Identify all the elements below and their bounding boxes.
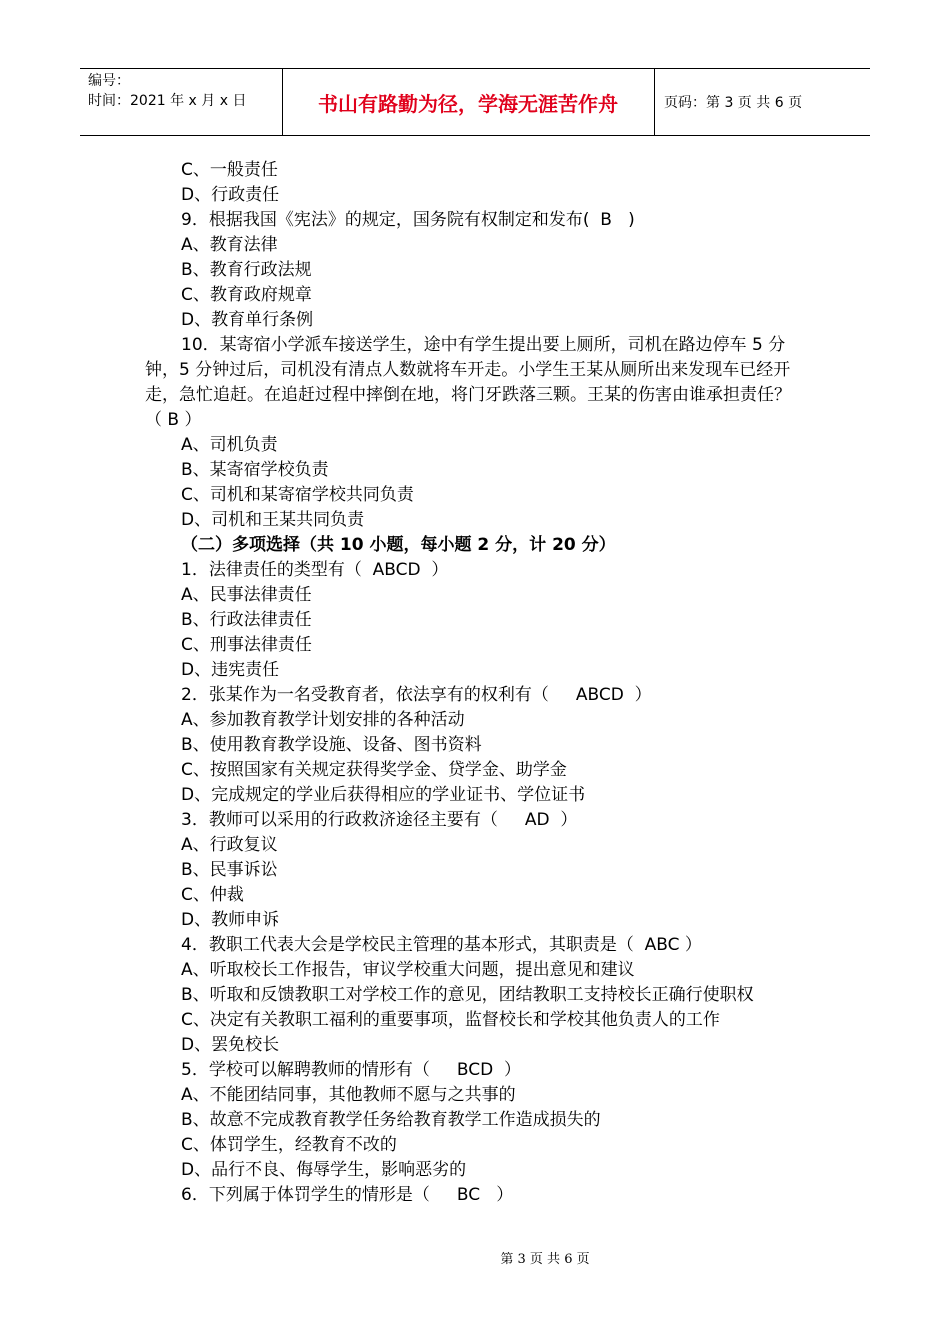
header-divider <box>654 69 655 135</box>
section-heading: （二）多项选择（共 10 小题，每小题 2 分，计 20 分） <box>181 535 616 555</box>
option-line: D、品行不良、侮辱学生，影响恶劣的 <box>181 1160 467 1180</box>
option-line: D、教师申诉 <box>181 910 280 930</box>
option-line: C、司机和某寄宿学校共同负责 <box>181 485 414 505</box>
question-line: 2．张某作为一名受教育者，依法享有的权利有（ ABCD ） <box>181 685 652 705</box>
document-body <box>145 158 805 1208</box>
question-line: 4．教职工代表大会是学校民主管理的基本形式，其职责是（ ABC ） <box>181 935 702 955</box>
option-line: B、使用教育教学设施、设备、图书资料 <box>181 735 482 755</box>
option-line: B、教育行政法规 <box>181 260 312 280</box>
option-line: D、司机和王某共同负责 <box>181 510 365 530</box>
option-paragraph: B、听取和反馈教职工对学校工作的意见，团结教职工支持校长正确行使职权 <box>181 985 754 1005</box>
question-paragraph: 10．某寄宿小学派车接送学生，途中有学生提出要上厕所，司机在路边停车 5 分钟，5 分钟过后，司机没有清点人数就将车开走。小学生王某从厕所出来发现车已经开走，急忙追赶。在追赶过程中摔倒在地，将门牙跌落三颗。王某的伤害由谁承担责任？（ B ） <box>145 335 791 430</box>
document-date-label: 时间：2021 年 x 月 x 日 <box>88 93 247 109</box>
option-line: D、教育单行条例 <box>181 310 314 330</box>
option-line: A、参加教育教学计划安排的各种活动 <box>181 710 465 730</box>
page-header <box>80 68 870 136</box>
option-line: B、行政法律责任 <box>181 610 312 630</box>
option-line: C、决定有关教职工福利的重要事项，监督校长和学校其他负责人的工作 <box>181 1010 720 1030</box>
option-line: D、行政责任 <box>181 185 280 205</box>
option-line: B、故意不完成教育教学任务给教育教学工作造成损失的 <box>181 1110 601 1130</box>
question-line: 5．学校可以解聘教师的情形有（ BCD ） <box>181 1060 521 1080</box>
option-line: A、教育法律 <box>181 235 278 255</box>
option-line: B、某寄宿学校负责 <box>181 460 329 480</box>
question-line: 1．法律责任的类型有（ ABCD ） <box>181 560 449 580</box>
option-line: B、民事诉讼 <box>181 860 278 880</box>
option-line: C、刑事法律责任 <box>181 635 312 655</box>
option-line: C、教育政府规章 <box>181 285 312 305</box>
header-motto: 书山有路勤为径，学海无涯苦作舟 <box>318 91 618 116</box>
option-line: A、不能团结同事，其他教师不愿与之共事的 <box>181 1085 516 1105</box>
header-page-number: 页码：第 3 页 共 6 页 <box>664 95 803 111</box>
question-line: 3．教师可以采用的行政救济途径主要有（ AD ） <box>181 810 578 830</box>
option-line: D、罢免校长 <box>181 1035 280 1055</box>
option-line: C、按照国家有关规定获得奖学金、贷学金、助学金 <box>181 760 567 780</box>
page-footer: 第 3 页 共 6 页 <box>500 1252 590 1267</box>
option-line: A、行政复议 <box>181 835 278 855</box>
option-line: D、完成规定的学业后获得相应的学业证书、学位证书 <box>181 785 586 805</box>
option-line: C、仲裁 <box>181 885 244 905</box>
option-line: C、一般责任 <box>181 160 278 180</box>
option-line: D、违宪责任 <box>181 660 280 680</box>
option-line: A、听取校长工作报告，审议学校重大问题，提出意见和建议 <box>181 960 635 980</box>
question-line: 6．下列属于体罚学生的情形是（ BC ） <box>181 1185 514 1205</box>
header-meta <box>88 71 246 111</box>
option-line: A、司机负责 <box>181 435 278 455</box>
option-line: A、民事法律责任 <box>181 585 312 605</box>
option-line: C、体罚学生，经教育不改的 <box>181 1135 397 1155</box>
document-number-label: 编号： <box>88 73 130 89</box>
question-line: 9．根据我国《宪法》的规定，国务院有权制定和发布( B ) <box>181 210 635 230</box>
